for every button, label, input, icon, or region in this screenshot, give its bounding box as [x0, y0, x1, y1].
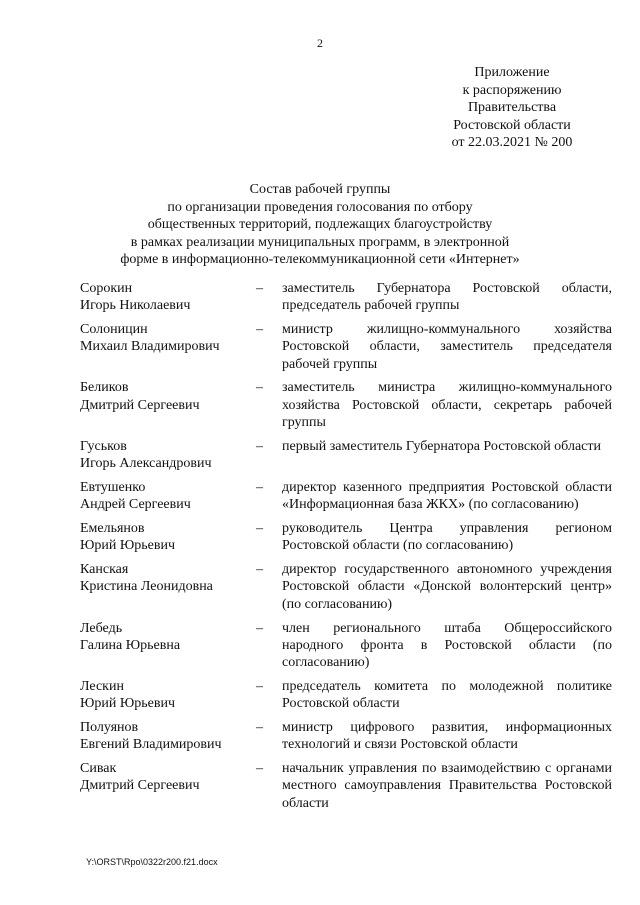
member-role: директор государственного автономного учреждения Ростовской области «Донской волонтерский центр» (по согласованию) [282, 562, 612, 612]
dash: – [256, 438, 263, 454]
member-surname: Емельянов [80, 521, 145, 537]
member-row [80, 719, 612, 754]
member-surname: Лебедь [80, 620, 123, 636]
member-name [80, 438, 256, 473]
title-line: форме в информационно-телекоммуникационной сети «Интернет» [120, 252, 520, 267]
member-row [80, 520, 612, 555]
member-row [80, 280, 612, 315]
member-given-name: Юрий Юрьевич [80, 696, 176, 712]
member-role: руководитель Центра управления регионом Ростовской области (по согласованию) [282, 521, 612, 554]
title-line: общественных территорий, подлежащих благоустройству [147, 217, 493, 232]
member-given-name: Игорь Николаевич [80, 298, 191, 314]
member-row [80, 561, 612, 613]
appendix-header [440, 64, 584, 152]
member-role: член регионального штаба Общероссийского народного фронта в Ростовской области (по согласованию) [282, 620, 612, 671]
dash: – [256, 678, 263, 694]
member-name [80, 719, 256, 754]
member-surname: Сорокин [80, 281, 133, 296]
member-name [80, 520, 256, 555]
member-name [80, 321, 256, 373]
dash: – [256, 380, 263, 396]
member-name [80, 678, 256, 713]
member-role: заместитель Губернатора Ростовской области, председатель рабочей группы [282, 281, 612, 314]
dash: – [256, 521, 263, 537]
member-row [80, 678, 612, 713]
appendix-line: к распоряжению [462, 82, 562, 98]
member-surname: Беликов [80, 380, 129, 396]
member-role: заместитель министра жилищно-коммунального хозяйства Ростовской области, секретарь рабочей группы [282, 380, 612, 431]
member-surname: Канская [80, 562, 129, 578]
member-list [80, 280, 612, 819]
member-given-name: Андрей Сергеевич [80, 497, 191, 513]
dash: – [256, 720, 263, 736]
document-title [90, 181, 550, 269]
appendix-line: Приложение [474, 65, 550, 80]
member-row [80, 620, 612, 672]
dash: – [256, 761, 263, 777]
member-row [80, 760, 612, 812]
member-given-name: Дмитрий Сергеевич [80, 778, 200, 794]
member-surname: Солоницин [80, 322, 148, 338]
member-row [80, 438, 612, 473]
dash: – [256, 281, 263, 296]
member-given-name: Юрий Юрьевич [80, 538, 176, 554]
member-row [80, 479, 612, 514]
member-given-name: Галина Юрьевна [80, 637, 181, 653]
file-path-footer: Y:\ORST\Rpo\0322r200.f21.docx [86, 857, 218, 867]
member-row [80, 379, 612, 431]
member-row [80, 321, 612, 373]
member-role: министр жилищно-коммунального хозяйства Ростовской области, заместитель председателя рабочей группы [282, 322, 612, 372]
title-line: в рамках реализации муниципальных программ, в электронной [130, 234, 510, 250]
member-given-name: Михаил Владимирович [80, 339, 220, 355]
member-given-name: Кристина Леонидовна [80, 579, 213, 595]
appendix-line: от 22.03.2021 № 200 [451, 135, 573, 150]
title-line: Состав рабочей группы [249, 182, 391, 197]
member-role: председатель комитета по молодежной политике Ростовской области [282, 678, 612, 712]
dash: – [256, 322, 263, 338]
member-surname: Лескин [80, 678, 124, 694]
dash: – [256, 562, 263, 578]
member-name [80, 379, 256, 431]
member-surname: Сивак [80, 761, 117, 777]
member-role: начальник управления по взаимодействию с органами местного самоуправления Правительства Ростовской области [282, 761, 612, 811]
dash: – [256, 479, 263, 495]
appendix-line: Правительства [467, 100, 557, 115]
member-role: министр цифрового развития, информационных технологий и связи Ростовской области [282, 720, 612, 753]
member-given-name: Евгений Владимирович [80, 737, 222, 753]
member-name [80, 561, 256, 613]
member-role: директор казенного предприятия Ростовской области «Информационная база ЖКХ» (по согласованию) [282, 479, 612, 513]
member-name [80, 620, 256, 672]
member-surname: Полуянов [80, 720, 139, 736]
title-line: по организации проведения голосования по отбору [167, 199, 473, 215]
page-number: 2 [317, 36, 323, 50]
member-role: первый заместитель Губернатора Ростовской области [282, 438, 601, 454]
dash: – [256, 620, 263, 636]
member-name [80, 479, 256, 514]
member-surname: Гуськов [80, 438, 127, 454]
appendix-line: Ростовской области [453, 117, 571, 133]
member-name [80, 280, 256, 315]
member-surname: Евтушенко [80, 479, 146, 495]
member-name [80, 760, 256, 812]
member-given-name: Игорь Александрович [80, 456, 212, 472]
member-given-name: Дмитрий Сергеевич [80, 397, 200, 413]
